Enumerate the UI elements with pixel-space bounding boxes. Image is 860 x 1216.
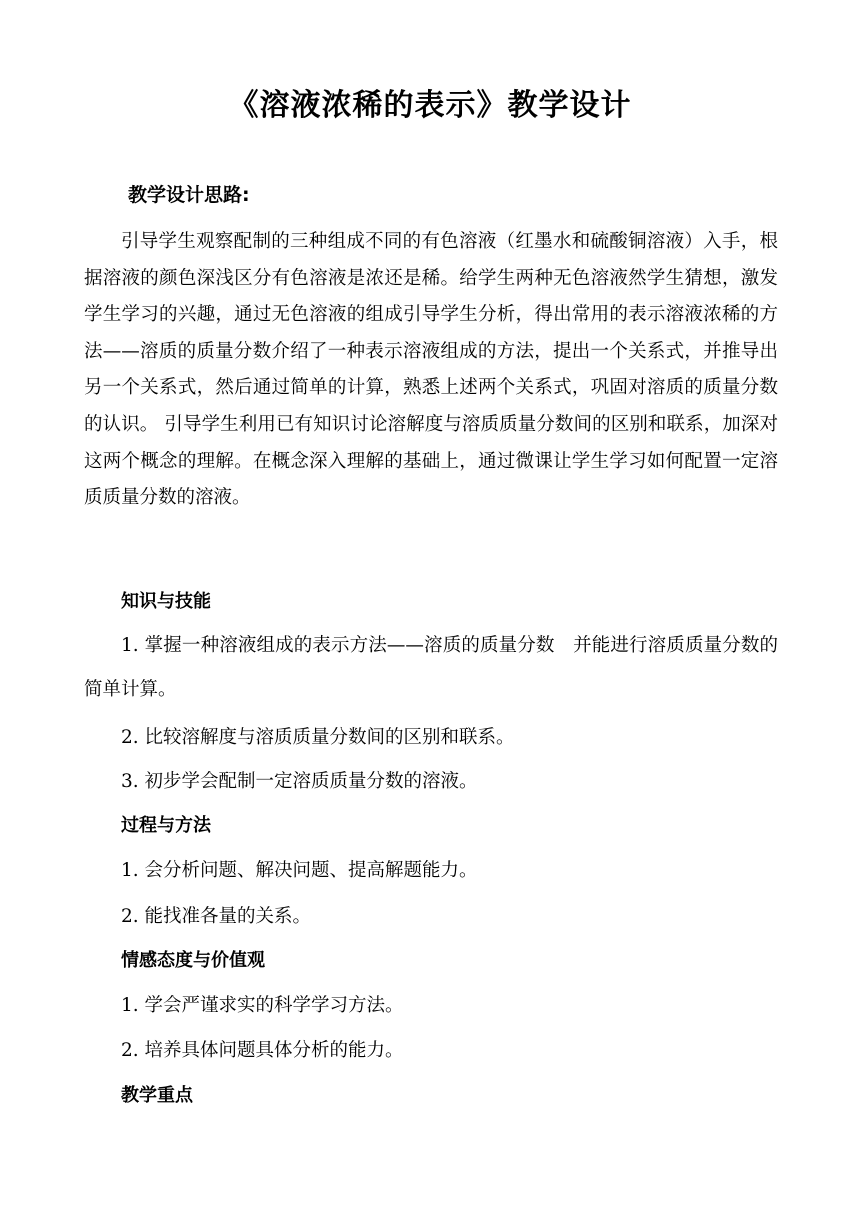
document-title: 《溶液浓稀的表示》教学设计 <box>228 88 632 123</box>
knowledge-heading: 知识与技能 <box>121 591 211 612</box>
emotion-item: 1. 学会严谨求实的科学学习方法。 <box>121 995 404 1016</box>
knowledge-item: 1. 掌握一种溶液组成的表示方法——溶质的质量分数 并能进行溶质质量分数的简单计算。 <box>84 635 778 700</box>
knowledge-item: 2. 比较溶解度与溶质质量分数间的区别和联系。 <box>121 727 515 748</box>
emotion-heading: 情感态度与价值观 <box>121 950 265 971</box>
emotion-item: 2. 培养具体问题具体分析的能力。 <box>121 1040 404 1061</box>
process-heading: 过程与方法 <box>121 815 211 836</box>
design-idea-heading: 教学设计思路: <box>128 184 250 206</box>
knowledge-item: 3. 初步学会配制一定溶质质量分数的溶液。 <box>121 771 478 792</box>
process-item: 1. 会分析问题、解决问题、提高解题能力。 <box>121 860 478 881</box>
process-item: 2. 能找准各量的关系。 <box>121 906 312 927</box>
design-idea-paragraph: 引导学生观察配制的三种组成不同的有色溶液（红墨水和硫酸铜溶液）入手，根据溶液的颜色深浅区分有色溶液是浓还是稀。给学生两种无色溶液然学生猜想，激发学生学习的兴趣，通过无色溶液的组成引导学生分析，得出常用的表示溶液浓稀的方法——溶质的质量分数介绍了一种表示溶液组成的方法，提出一个关系式，并推导出另一个关系式，然后通过简单的计算，熟悉上述两个关系式，巩固对溶质的质量分数的认识。 引导学生利用已有知识讨论溶解度与溶质质量分数间的区别和联系，加深对这两个概念的理解。在概念深入理解的基础上，通过微课让学生学习如何配置一定溶质质量分数的溶液。 <box>84 231 778 509</box>
key-points-heading: 教学重点 <box>121 1085 193 1106</box>
